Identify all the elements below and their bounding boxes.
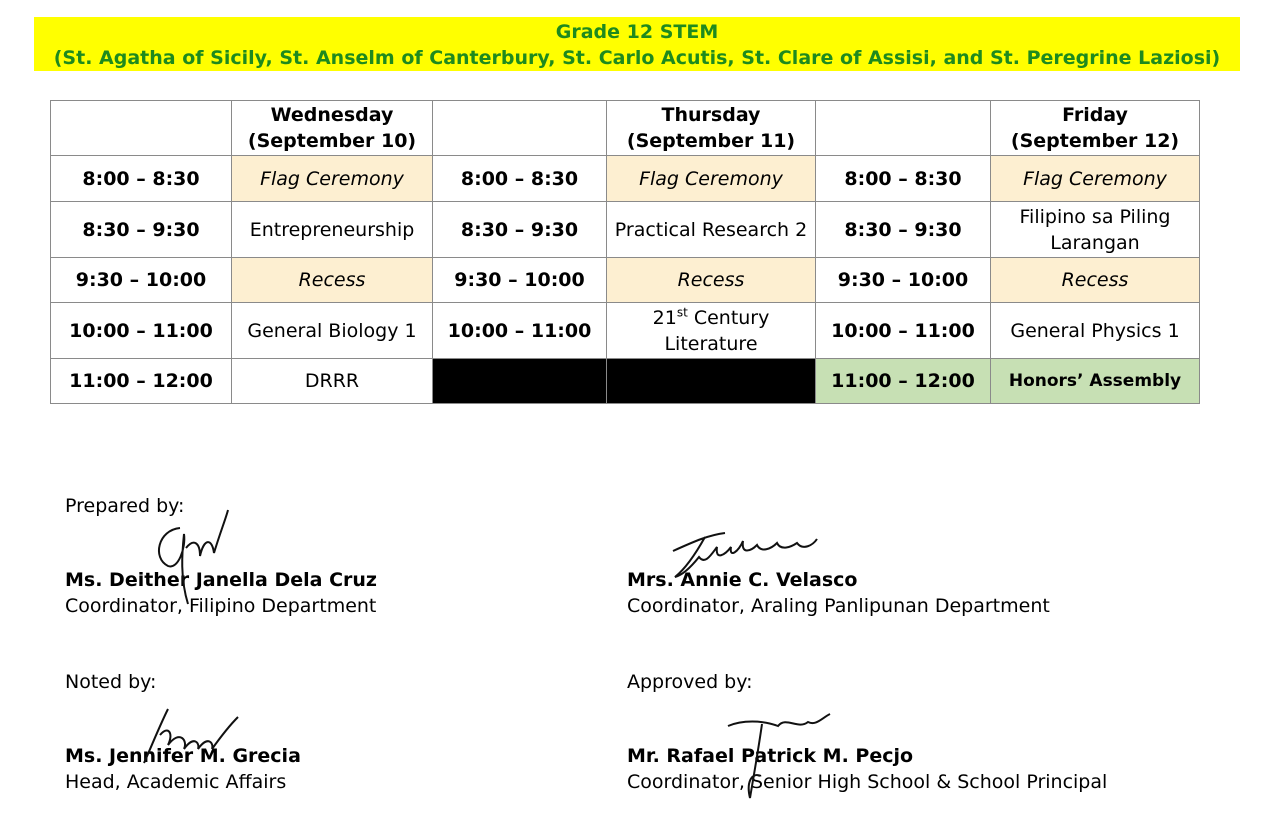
subject-cell: Flag Ceremony (607, 156, 816, 202)
day-name: Friday (1062, 104, 1128, 126)
day-date: (September 10) (247, 130, 417, 152)
subject-line: Literature (664, 332, 758, 355)
time-slot: 10:00 – 11:00 (51, 303, 232, 359)
signatory-name: Mrs. Annie C. Velasco (627, 569, 858, 591)
approved-by-label: Approved by: (627, 671, 753, 693)
header-empty-cell (433, 101, 607, 156)
time-slot: 10:00 – 11:00 (816, 303, 991, 359)
signatory-title: Coordinator, Araling Panlipunan Department (627, 595, 1050, 617)
noted-by-label: Noted by: (65, 671, 157, 693)
header-thursday (607, 101, 816, 156)
table-row (51, 156, 1200, 202)
section-list: (St. Agatha of Sicily, St. Anselm of Canterbury, St. Carlo Acutis, St. Clare of Assisi, and St. Peregrine Laziosi) (53, 47, 1221, 69)
header-friday (991, 101, 1200, 156)
ordinal-number: 21 (652, 306, 677, 329)
time-slot: 9:30 – 10:00 (51, 258, 232, 303)
subject-line: Filipino sa Piling (1019, 205, 1171, 228)
signature-image (150, 508, 240, 608)
signatory-name: Mr. Rafael Patrick M. Pecjo (627, 745, 914, 767)
subject-cell: Practical Research 2 (607, 202, 816, 258)
redacted-cell (433, 359, 607, 404)
time-slot: 9:30 – 10:00 (433, 258, 607, 303)
subject-cell: General Biology 1 (232, 303, 433, 359)
subject-cell: Flag Ceremony (232, 156, 433, 202)
header-empty-cell (51, 101, 232, 156)
time-slot: 8:00 – 8:30 (433, 156, 607, 202)
time-slot: 8:30 – 9:30 (816, 202, 991, 258)
time-slot: 8:00 – 8:30 (816, 156, 991, 202)
header-banner (34, 17, 1240, 71)
signature-image (665, 525, 825, 595)
subject-cell: Recess (607, 258, 816, 303)
subject-cell: Flag Ceremony (991, 156, 1200, 202)
time-slot: 11:00 – 12:00 (51, 359, 232, 404)
time-slot: 8:30 – 9:30 (433, 202, 607, 258)
table-header-row (51, 101, 1200, 156)
signatory-title: Head, Academic Affairs (65, 771, 287, 793)
header-empty-cell (816, 101, 991, 156)
subject-cell: DRRR (232, 359, 433, 404)
signatory-title: Coordinator, Filipino Department (65, 595, 377, 617)
subject-cell (607, 303, 816, 359)
time-slot: 8:30 – 9:30 (51, 202, 232, 258)
day-date: (September 11) (626, 130, 796, 152)
subject-cell: Recess (991, 258, 1200, 303)
schedule-table (50, 100, 1200, 404)
subject-line: Larangan (1050, 231, 1140, 254)
signatory-title: Coordinator, Senior High School & School Principal (627, 771, 1108, 793)
ordinal-suffix: st (676, 305, 688, 320)
time-slot: 10:00 – 11:00 (433, 303, 607, 359)
subject-cell: General Physics 1 (991, 303, 1200, 359)
table-row (51, 303, 1200, 359)
time-slot: 11:00 – 12:00 (816, 359, 991, 404)
signature-image (138, 705, 248, 770)
day-name: Wednesday (270, 104, 394, 126)
subject-cell (991, 202, 1200, 258)
day-name: Thursday (661, 104, 761, 126)
approved-by-block (627, 669, 1107, 795)
subject-word: Century (687, 306, 770, 329)
signature-image (722, 712, 842, 802)
signatory-name: Ms. Deither Janella Dela Cruz (65, 569, 377, 591)
prepared-by-label: Prepared by: (65, 495, 185, 517)
signatory-name: Ms. Jennifer M. Grecia (65, 745, 301, 767)
subject-cell: Honors’ Assembly (991, 359, 1200, 404)
subject-line (611, 305, 811, 331)
table-row (51, 258, 1200, 303)
time-slot: 8:00 – 8:30 (51, 156, 232, 202)
redacted-cell (607, 359, 816, 404)
table-row (51, 202, 1200, 258)
subject-cell: Recess (232, 258, 433, 303)
subject-cell: Entrepreneurship (232, 202, 433, 258)
time-slot: 9:30 – 10:00 (816, 258, 991, 303)
grade-title: Grade 12 STEM (555, 21, 719, 43)
header-wednesday (232, 101, 433, 156)
table-row (51, 359, 1200, 404)
day-date: (September 12) (1010, 130, 1180, 152)
